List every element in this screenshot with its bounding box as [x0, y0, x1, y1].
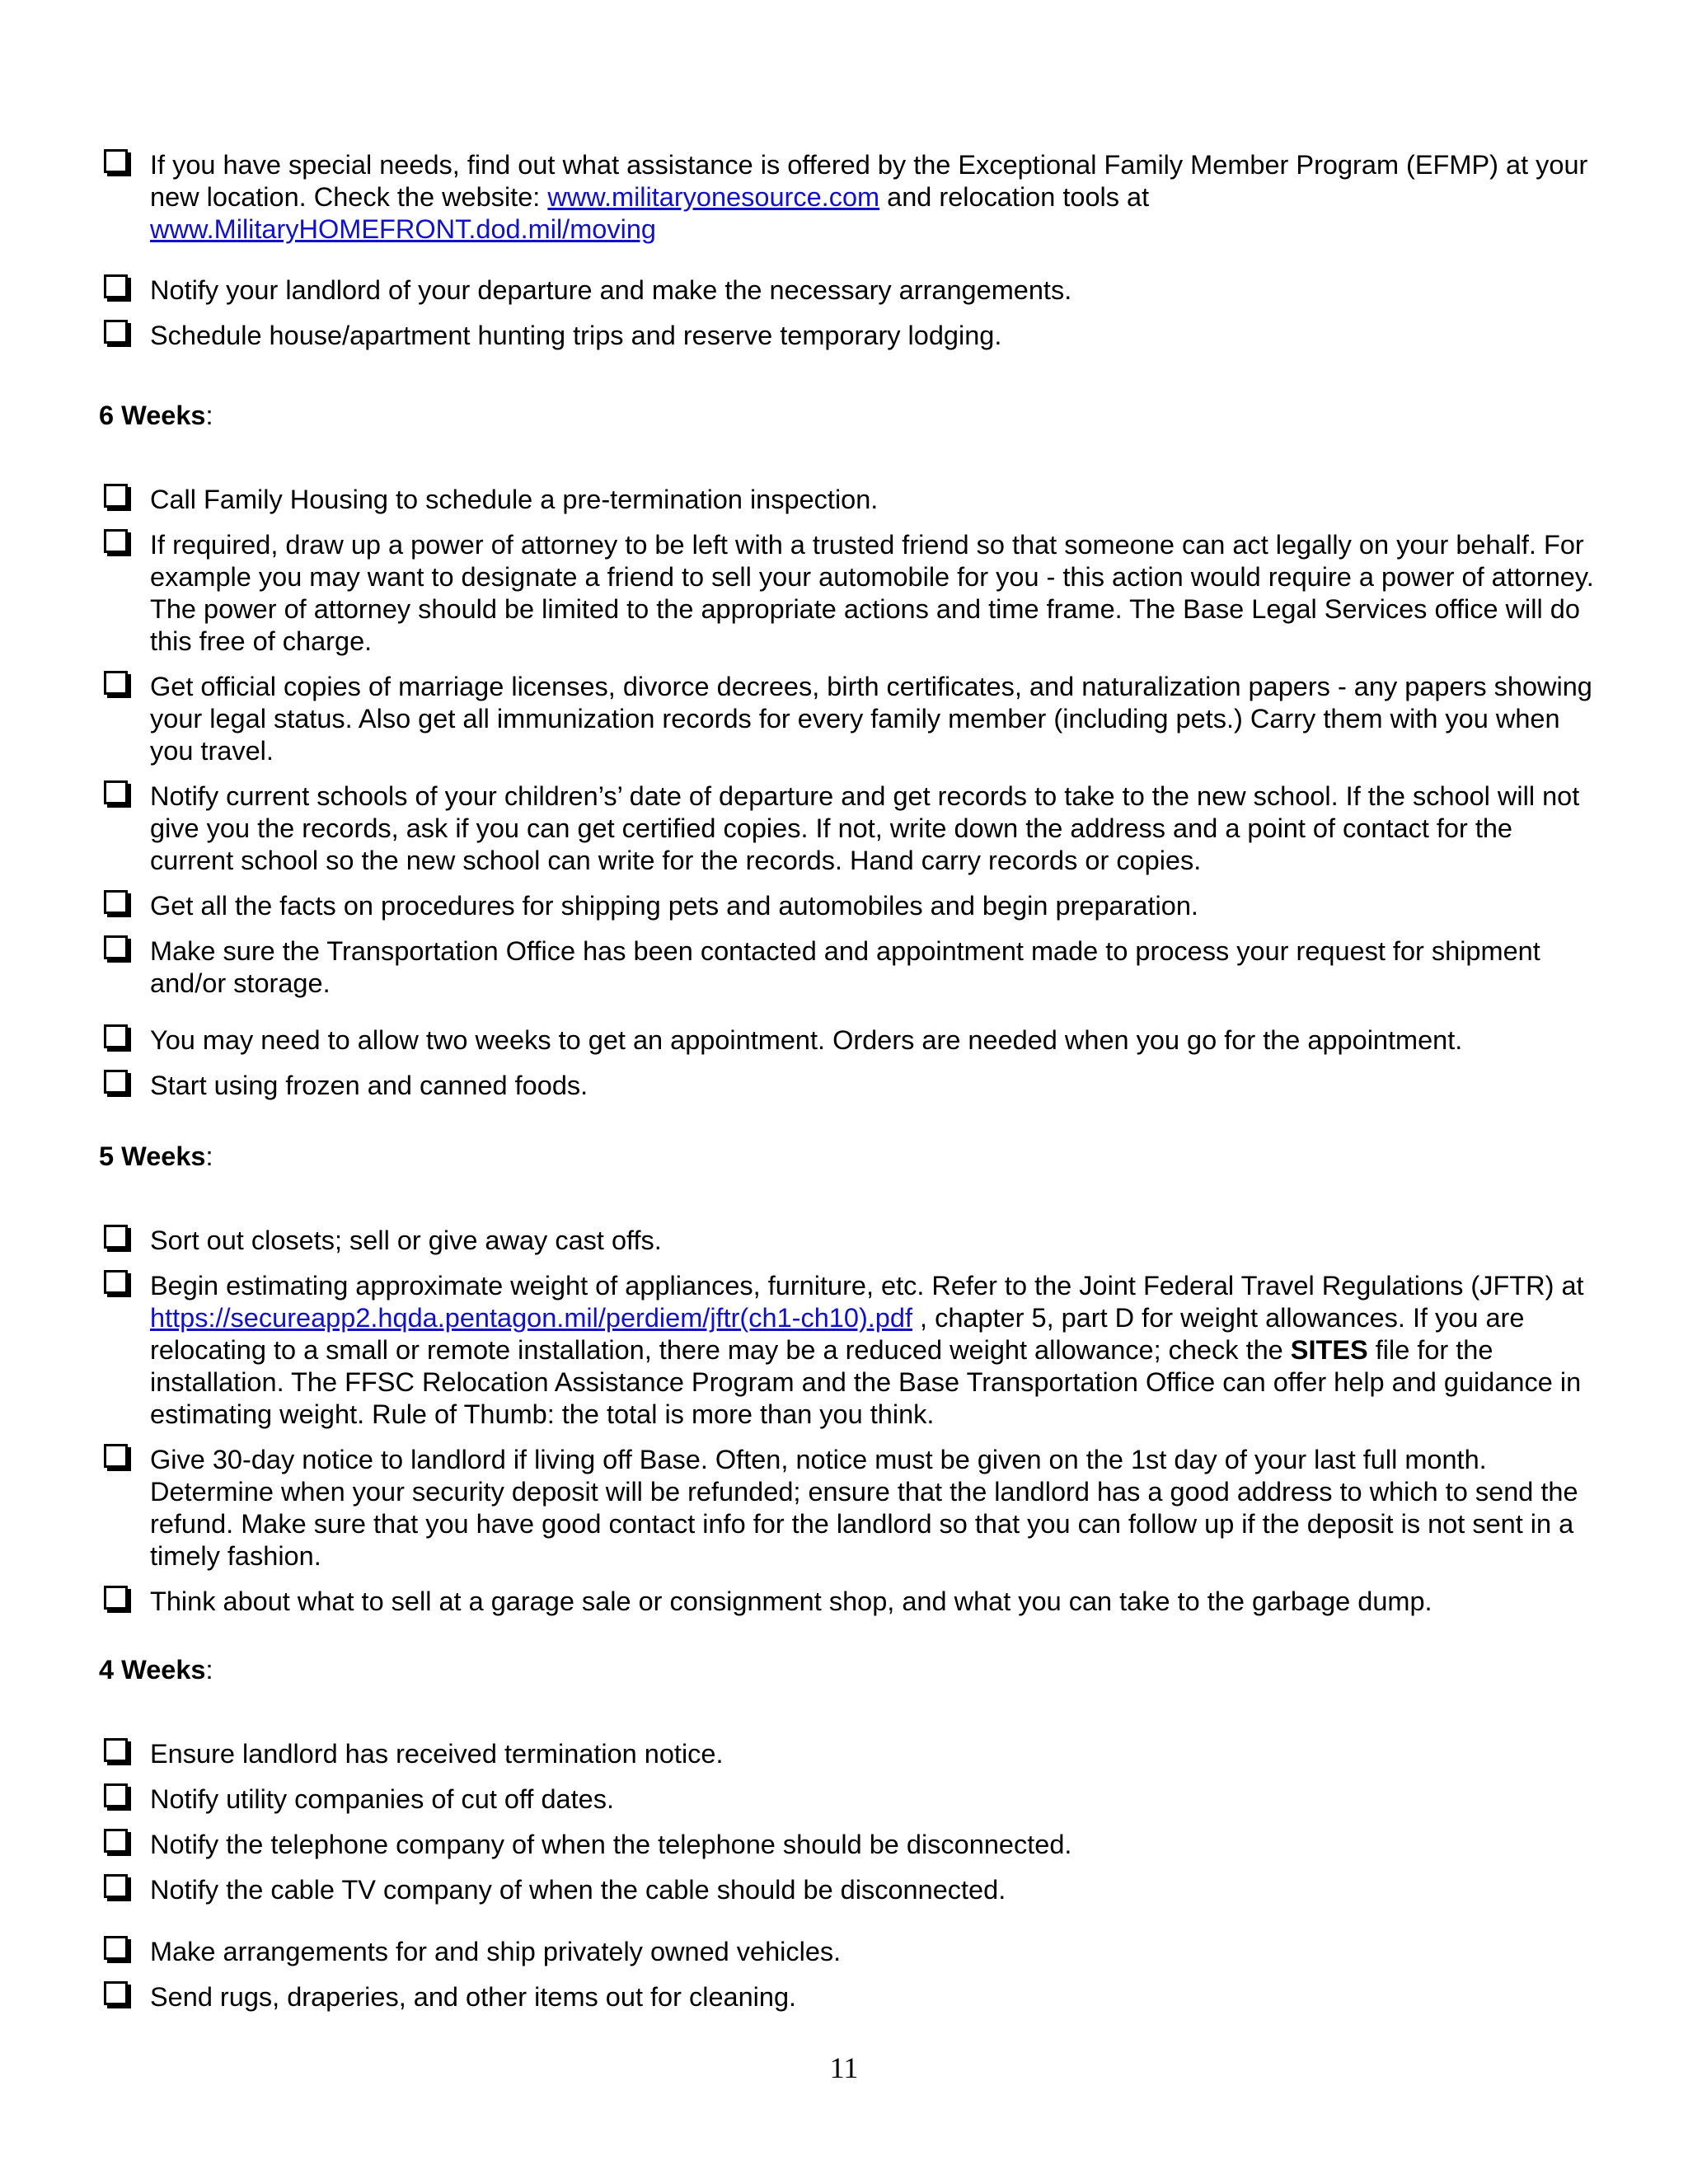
item-text: Notify current schools of your children’s’ date of departure and get records to take to the new school. If the school will not give you the records, ask if you can get certified copies. If not, write down the address and a point of contact for the current school so the new school can write for the records. Hand carry records or copies. [150, 781, 1580, 875]
checklist-item-house-hunting [99, 320, 1599, 352]
item-text: Think about what to sell at a garage sale or consignment shop, and what you can take to the garbage dump. [150, 1586, 1432, 1616]
checklist-item [99, 1829, 1599, 1861]
item-text: Notify your landlord of your departure and make the necessary arrangements. [150, 275, 1072, 305]
checkbox-icon[interactable] [104, 1874, 128, 1898]
checklist-6-weeks-b [99, 1024, 1599, 1102]
checklist-item [99, 1024, 1599, 1057]
checkbox-icon[interactable] [104, 935, 128, 959]
checklist-item [99, 1874, 1599, 1906]
checklist-item [99, 890, 1599, 922]
checkbox-icon[interactable] [104, 1024, 128, 1048]
checkbox-icon[interactable] [104, 1738, 128, 1762]
item-text: Start using frozen and canned foods. [150, 1071, 588, 1100]
checklist-4-weeks-b [99, 1936, 1599, 2013]
checklist-item-landlord [99, 274, 1599, 307]
item-text: Begin estimating approximate weight of appliances, furniture, etc. Refer to the Joint Federal Travel Regulations (JFTR) at https://secureapp2.hqda.pentagon.mil/perdiem/jftr(ch1-ch10).pdf , chapter 5, part D for weight allowances. If you are relocating to a small or remote installation, there may be a reduced weight allowance; check the SITES file for the installation. The FFSC Relocation Assistance Program and the Base Transportation Office can offer help and guidance in estimating weight. Rule of Thumb: the total is more than you think. [150, 1271, 1584, 1429]
item-text: Send rugs, draperies, and other items out for cleaning. [150, 1982, 797, 2012]
checkbox-icon[interactable] [104, 1829, 128, 1853]
item-text: Notify utility companies of cut off dates. [150, 1784, 615, 1814]
checkbox-icon[interactable] [104, 780, 128, 804]
checklist-5-weeks [99, 1225, 1599, 1618]
checkbox-icon[interactable] [104, 320, 128, 344]
item-text: If you have special needs, find out what assistance is offered by the Exceptional Family Member Program (EFMP) at your new location. Check the website: www.militaryonesource.com and relocation tools at www.MilitaryHOMEFRONT.dod.mil/moving [150, 150, 1588, 244]
checkbox-icon[interactable] [104, 1936, 128, 1960]
checkbox-icon[interactable] [104, 1783, 128, 1807]
item-text: Schedule house/apartment hunting trips and reserve temporary lodging. [150, 321, 1002, 350]
checklist-intro [99, 149, 1599, 246]
checklist-intro-2 [99, 274, 1599, 352]
checklist-item [99, 935, 1599, 1000]
checklist-item [99, 1070, 1599, 1102]
section-heading-6-weeks: 6 Weeks: [99, 401, 213, 430]
checkbox-icon[interactable] [104, 484, 128, 508]
item-text: Ensure landlord has received termination notice. [150, 1739, 724, 1769]
checklist-item [99, 1783, 1599, 1816]
checklist-item [99, 1444, 1599, 1572]
checkbox-icon[interactable] [104, 1981, 128, 2005]
item-text: Notify the telephone company of when the telephone should be disconnected. [150, 1830, 1072, 1859]
jftr-link[interactable]: https://secureapp2.hqda.pentagon.mil/perdiem/jftr(ch1-ch10).pdf [150, 1303, 912, 1333]
checklist-item [99, 1936, 1599, 1968]
section-heading-4-weeks: 4 Weeks: [99, 1655, 213, 1685]
checklist-item [99, 1225, 1599, 1257]
checklist-item [99, 780, 1599, 877]
item-text: Get all the facts on procedures for shipping pets and automobiles and begin preparation. [150, 891, 1198, 921]
checkbox-icon[interactable] [104, 529, 128, 553]
checkbox-icon[interactable] [104, 1070, 128, 1094]
checklist-item-weight [99, 1270, 1599, 1431]
item-text: Call Family Housing to schedule a pre-termination inspection. [150, 485, 879, 514]
item-text: Sort out closets; sell or give away cast offs. [150, 1226, 662, 1255]
militaryonesource-link[interactable]: www.militaryonesource.com [547, 182, 880, 212]
checkbox-icon[interactable] [104, 1225, 128, 1249]
checklist-item [99, 529, 1599, 658]
section-heading-5-weeks: 5 Weeks: [99, 1141, 213, 1171]
checklist-item [99, 484, 1599, 516]
item-text: Make sure the Transportation Office has been contacted and appointment made to process your request for shipment and/or storage. [150, 936, 1540, 998]
item-text: Notify the cable TV company of when the cable should be disconnected. [150, 1875, 1006, 1905]
checkbox-icon[interactable] [104, 274, 128, 298]
checkbox-icon[interactable] [104, 1586, 128, 1610]
checkbox-icon[interactable] [104, 1270, 128, 1294]
checklist-item-efmp [99, 149, 1599, 246]
checklist-item [99, 1738, 1599, 1770]
checkbox-icon[interactable] [104, 890, 128, 914]
item-text: Give 30-day notice to landlord if living off Base. Often, notice must be given on the 1st day of your last full month. Determine when your security deposit will be refunded; ensure that the landlord has a good address to which to send the refund. Make sure that you have good contact info for the landlord so that you can follow up if the deposit is not sent in a timely fashion. [150, 1445, 1578, 1571]
checkbox-icon[interactable] [104, 1444, 128, 1468]
militaryhomefront-link[interactable]: www.MilitaryHOMEFRONT.dod.mil/moving [150, 214, 656, 244]
checklist-6-weeks [99, 484, 1599, 1000]
sites-bold: SITES [1290, 1335, 1368, 1365]
page-number: 11 [829, 2051, 859, 2084]
checkbox-icon[interactable] [104, 671, 128, 695]
checklist-item [99, 1981, 1599, 2013]
item-text: If required, draw up a power of attorney to be left with a trusted friend so that someone can act legally on your behalf. For example you may want to designate a friend to sell your automobile for you - this action would require a power of attorney. The power of attorney should be limited to the appropriate actions and time frame. The Base Legal Services office will do this free of charge. [150, 530, 1594, 656]
item-text: You may need to allow two weeks to get an appointment. Orders are needed when you go for the appointment. [150, 1025, 1463, 1055]
item-text: Make arrangements for and ship privately owned vehicles. [150, 1937, 842, 1966]
checklist-item [99, 671, 1599, 767]
checklist-4-weeks [99, 1738, 1599, 1906]
checkbox-icon[interactable] [104, 149, 128, 173]
checklist-item [99, 1586, 1599, 1618]
item-text: Get official copies of marriage licenses, divorce decrees, birth certificates, and naturalization papers - any papers showing your legal status. Also get all immunization records for every family member (including pets.) Carry them with you when you travel. [150, 672, 1592, 766]
